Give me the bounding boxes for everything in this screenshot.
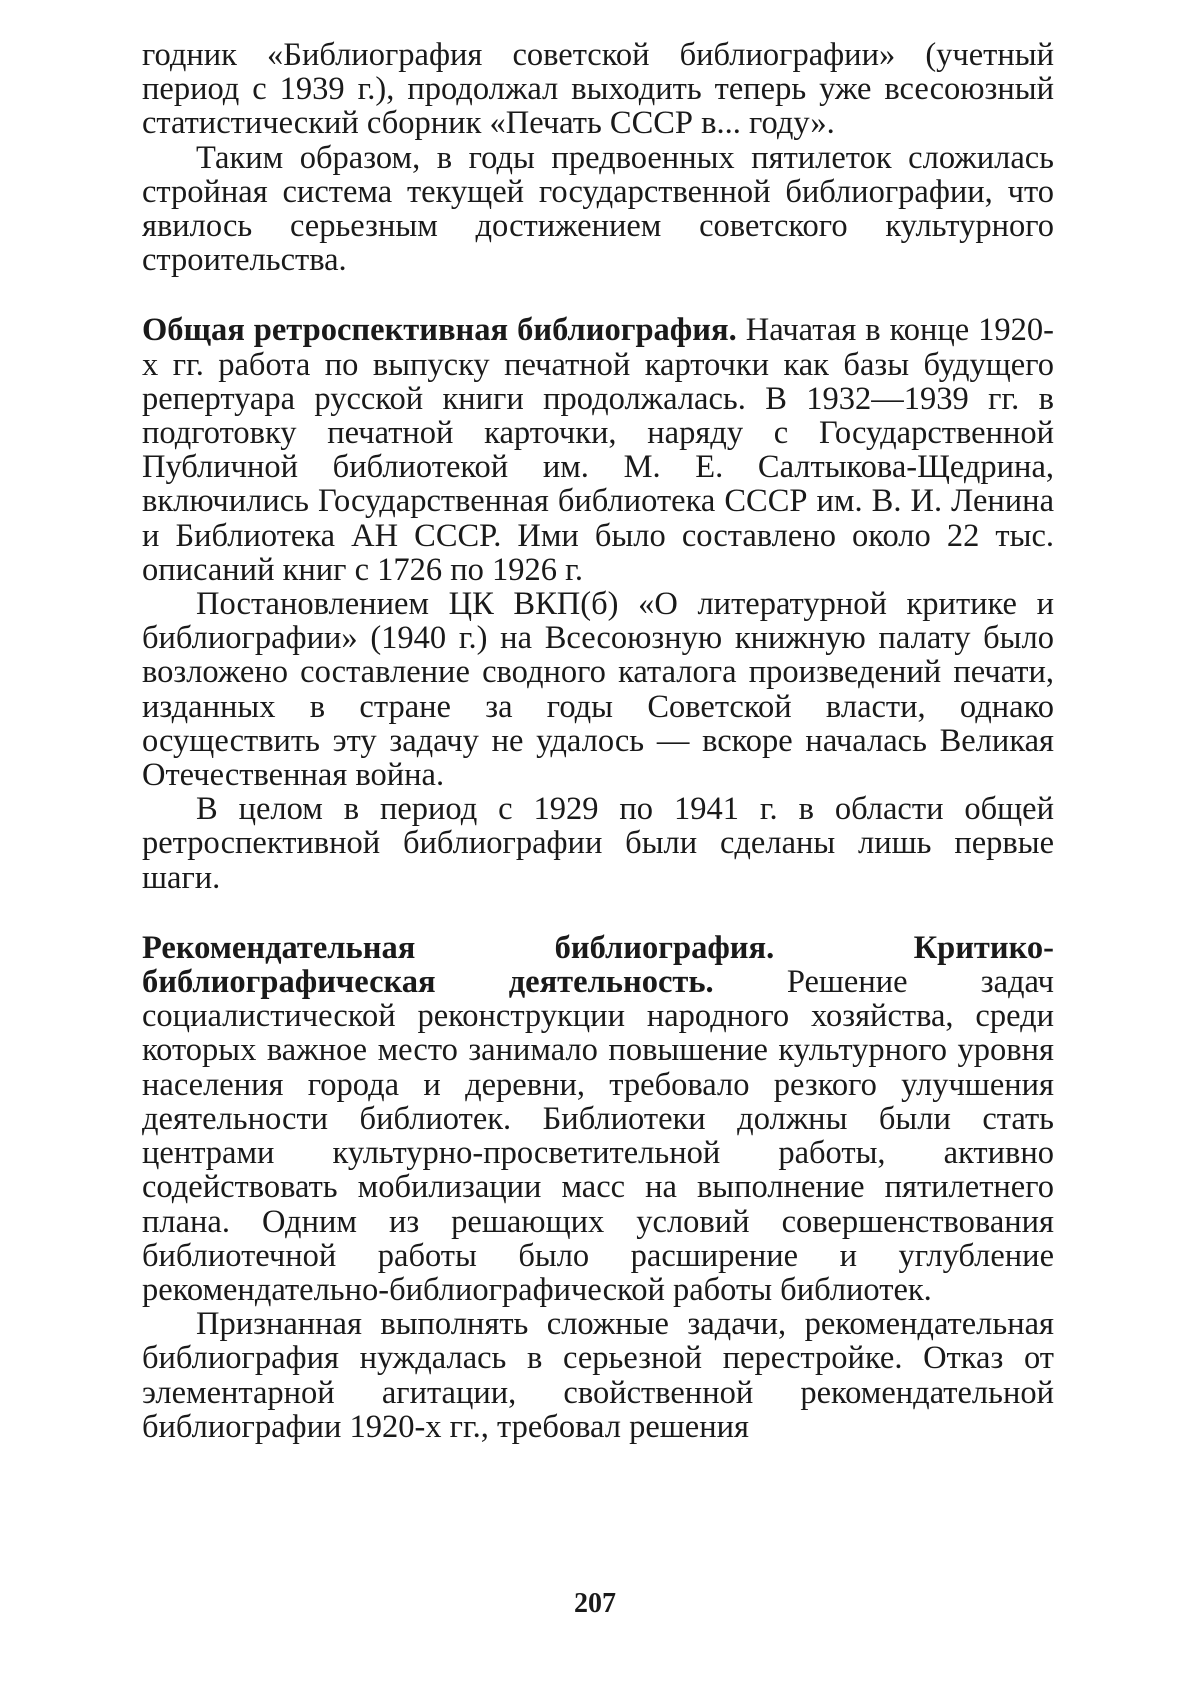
paragraph-text: Таким образом, в годы предвоенных пятилеток сложилась стройная система текущей государственной библиографии, что явилось серьезным достижением советского культурного строительства. xyxy=(142,139,1054,279)
paragraph-summary xyxy=(142,141,1054,278)
paragraph-text: Признанная выполнять сложные задачи, рекомендательная библиография нуждалась в серьезной перестройке. Отказ от элементарной агитации, свойственной рекомендательной библиографии 1920-х гг., требовал решения xyxy=(142,1306,1054,1445)
paragraph-resolution xyxy=(142,587,1054,792)
paragraph-text: годник «Библиография советской библиографии» (учетный период с 1939 г.), продолжал выходить теперь уже всесоюзный статистический сборник «Печать СССР в... году». xyxy=(142,37,1054,142)
page-body xyxy=(142,38,1054,1444)
section-retrospective xyxy=(142,313,1054,587)
paragraph-conclusion xyxy=(142,792,1054,895)
section-heading: Рекомендательная библиография. Критико-библиографическая деятельность. xyxy=(142,929,1054,1001)
paragraph-text: Решение задач социалистической реконструкции народного хозяйства, среди которых важное место занимало повышение культурного уровня населения города и деревни, требовало резкого улучшения деятельности библиотек. Библиотеки должны были стать центрами культурно-просветительной работы, активно содействовать мобилизации масс на выполнение пятилетнего плана. Одним из решающих условий совершенствования библиотечной работы было расширение и углубление рекомендательно-библиографической работы библиотек. xyxy=(142,964,1054,1308)
paragraph-recommendation-continued xyxy=(142,1307,1054,1444)
paragraph-continuation xyxy=(142,38,1054,141)
section-recommendation xyxy=(142,931,1054,1307)
paragraph-text: Постановлением ЦК ВКП(б) «О литературной критике и библиографии» (1940 г.) на Всесоюзную книжную палату было возложено составление сводного каталога произведений печати, изданных в стране за годы Советской власти, однако осуществить эту задачу не удалось — вскоре началась Великая Отечественная война. xyxy=(142,586,1054,794)
section-heading: Общая ретроспективная библиография. xyxy=(142,312,737,349)
page-number: 207 xyxy=(574,1588,616,1619)
paragraph-text: В целом в период с 1929 по 1941 г. в области общей ретроспективной библиографии были сделаны лишь первые шаги. xyxy=(142,791,1054,896)
paragraph-text: Начатая в конце 1920-х гг. работа по выпуску печатной карточки как базы будущего репертуара русской книги продолжалась. В 1932—1939 гг. в подготовку печатной карточки, наряду с Государственной Публичной библиотекой им. М. Е. Салтыкова-Щедрина, включились Государственная библиотека СССР им. В. И. Ленина и Библиотека АН СССР. Ими было составлено около 22 тыс. описаний книг с 1726 по 1926 г. xyxy=(142,312,1055,588)
